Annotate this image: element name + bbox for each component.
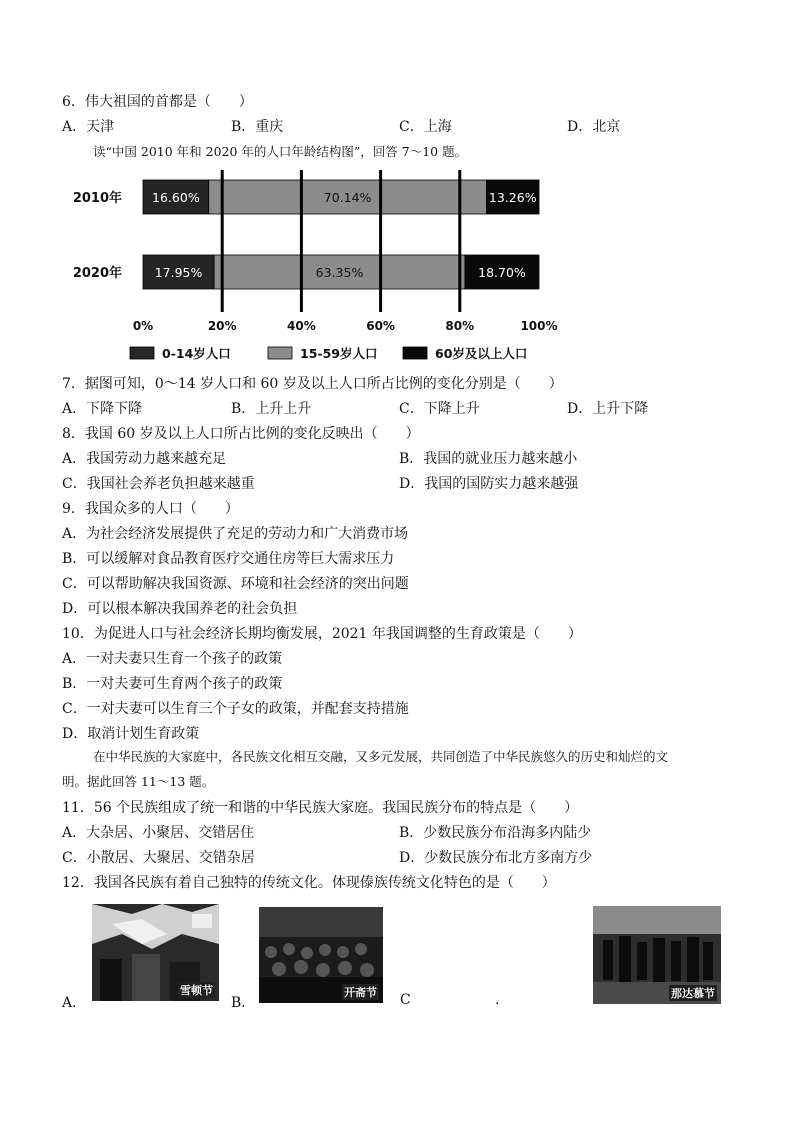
q11-stem: 11．56 个民族组成了统一和谐的中华民族大家庭。我国民族分布的特点是（ ） xyxy=(62,800,579,816)
q8-option-d: D．我国的国防实力越来越强 xyxy=(399,476,579,492)
bar-label-1-1: 63.35% xyxy=(315,265,364,280)
population-age-chart-svg xyxy=(0,160,794,370)
q12-photo-a xyxy=(92,904,219,1001)
tick-label-5: 100% xyxy=(520,319,558,333)
q11-option-a: A．大杂居、小聚居、交错居住 xyxy=(62,825,255,841)
tick-label-0: 0% xyxy=(132,319,154,333)
intro-11-13-line1: 在中华民族的大家庭中，各民族文化相互交融，又多元发展，共同创造了中华民族悠久的历史和灿烂的文 xyxy=(93,749,669,764)
legend-label-2: 60岁及以上人口 xyxy=(435,346,528,361)
bar-label-0-0: 16.60% xyxy=(152,190,200,205)
q11-option-c: C．小散居、大聚居、交错杂居 xyxy=(62,850,255,866)
q7-option-c: C．下降上升 xyxy=(399,401,480,417)
q9-option-a: A．为社会经济发展提供了充足的劳动力和广大消费市场 xyxy=(62,526,409,542)
q8-stem: 8．我国 60 岁及以上人口所占比例的变化反映出（ ） xyxy=(62,426,420,442)
q12-label-d-dot: . xyxy=(495,992,500,1008)
tick-label-1: 20% xyxy=(207,319,237,333)
q8-option-b: B．我国的就业压力越来越小 xyxy=(399,451,578,467)
q10-stem: 10．为促进人口与社会经济长期均衡发展，2021 年我国调整的生育政策是（ ） xyxy=(62,626,582,642)
q10-option-b: B．一对夫妻可生育两个孩子的政策 xyxy=(62,676,283,692)
q7-option-d: D．上升下降 xyxy=(567,401,649,417)
category-label-1: 2020年 xyxy=(72,266,122,281)
q9-option-d: D．可以根本解决我国养老的社会负担 xyxy=(62,601,298,617)
bar-label-1-2: 18.70% xyxy=(478,265,526,280)
q12-stem: 12．我国各民族有着自己独特的传统文化。体现傣族传统文化特色的是（ ） xyxy=(62,875,556,891)
tick-label-3: 60% xyxy=(366,319,395,333)
q12-caption-a: 雪顿节 xyxy=(180,984,213,997)
q12-caption-b: 开斋节 xyxy=(344,986,377,999)
q12-label-b: B． xyxy=(231,995,256,1011)
q10-option-a: A．一对夫妻只生育一个孩子的政策 xyxy=(62,651,283,667)
q6-option-d: D．北京 xyxy=(567,119,621,135)
category-label-0: 2010年 xyxy=(72,191,122,206)
intro-11-13-line2: 明。据此回答 11～13 题。 xyxy=(62,774,215,789)
q10-option-d: D．取消计划生育政策 xyxy=(62,726,200,742)
q6-option-a: A．天津 xyxy=(62,119,115,135)
q7-option-a: A．下降下降 xyxy=(62,401,143,417)
bar-label-1-0: 17.95% xyxy=(154,265,203,280)
population-age-chart xyxy=(0,160,794,370)
q6-stem: 6．伟大祖国的首都是（ ） xyxy=(62,94,253,110)
q12-caption-d: 那达慕节 xyxy=(671,987,715,1000)
tick-label-4: 80% xyxy=(445,319,475,333)
legend-swatch-1 xyxy=(268,347,292,359)
legend-label-1: 15-59岁人口 xyxy=(300,346,378,361)
bar-label-0-2: 13.26% xyxy=(488,190,537,205)
q9-stem: 9．我国众多的人口（ ） xyxy=(62,501,239,517)
q9-option-b: B．可以缓解对食品教育医疗交通住房等巨大需求压力 xyxy=(62,551,395,567)
q12-label-c: C xyxy=(400,992,411,1008)
q12-label-a: A． xyxy=(62,995,87,1011)
q12-photo-b xyxy=(259,907,383,1003)
q9-option-c: C．可以帮助解决我国资源、环境和社会经济的突出问题 xyxy=(62,576,409,592)
q7-option-b: B．上升上升 xyxy=(231,401,312,417)
q12-photo-d xyxy=(593,906,721,1004)
bar-label-0-1: 70.14% xyxy=(323,190,372,205)
q8-option-c: C．我国社会养老负担越来越重 xyxy=(62,476,255,492)
q8-option-a: A．我国劳动力越来越充足 xyxy=(62,451,227,467)
legend-swatch-0 xyxy=(130,347,154,359)
q10-option-c: C．一对夫妻可以生育三个子女的政策，并配套支持措施 xyxy=(62,701,409,717)
legend-swatch-2 xyxy=(403,347,427,359)
intro-7-10: 读“中国 2010 年和 2020 年的人口年龄结构图”，回答 7～10 题。 xyxy=(93,144,468,159)
q6-option-c: C．上海 xyxy=(399,119,452,135)
legend-label-0: 0-14岁人口 xyxy=(162,346,231,361)
q11-option-d: D．少数民族分布北方多南方少 xyxy=(399,850,593,866)
q6-option-b: B．重庆 xyxy=(231,119,284,135)
q11-option-b: B．少数民族分布沿海多内陆少 xyxy=(399,825,592,841)
q7-stem: 7．据图可知，0～14 岁人口和 60 岁及以上人口所占比例的变化分别是（ ） xyxy=(62,376,563,392)
tick-label-2: 40% xyxy=(287,319,316,333)
